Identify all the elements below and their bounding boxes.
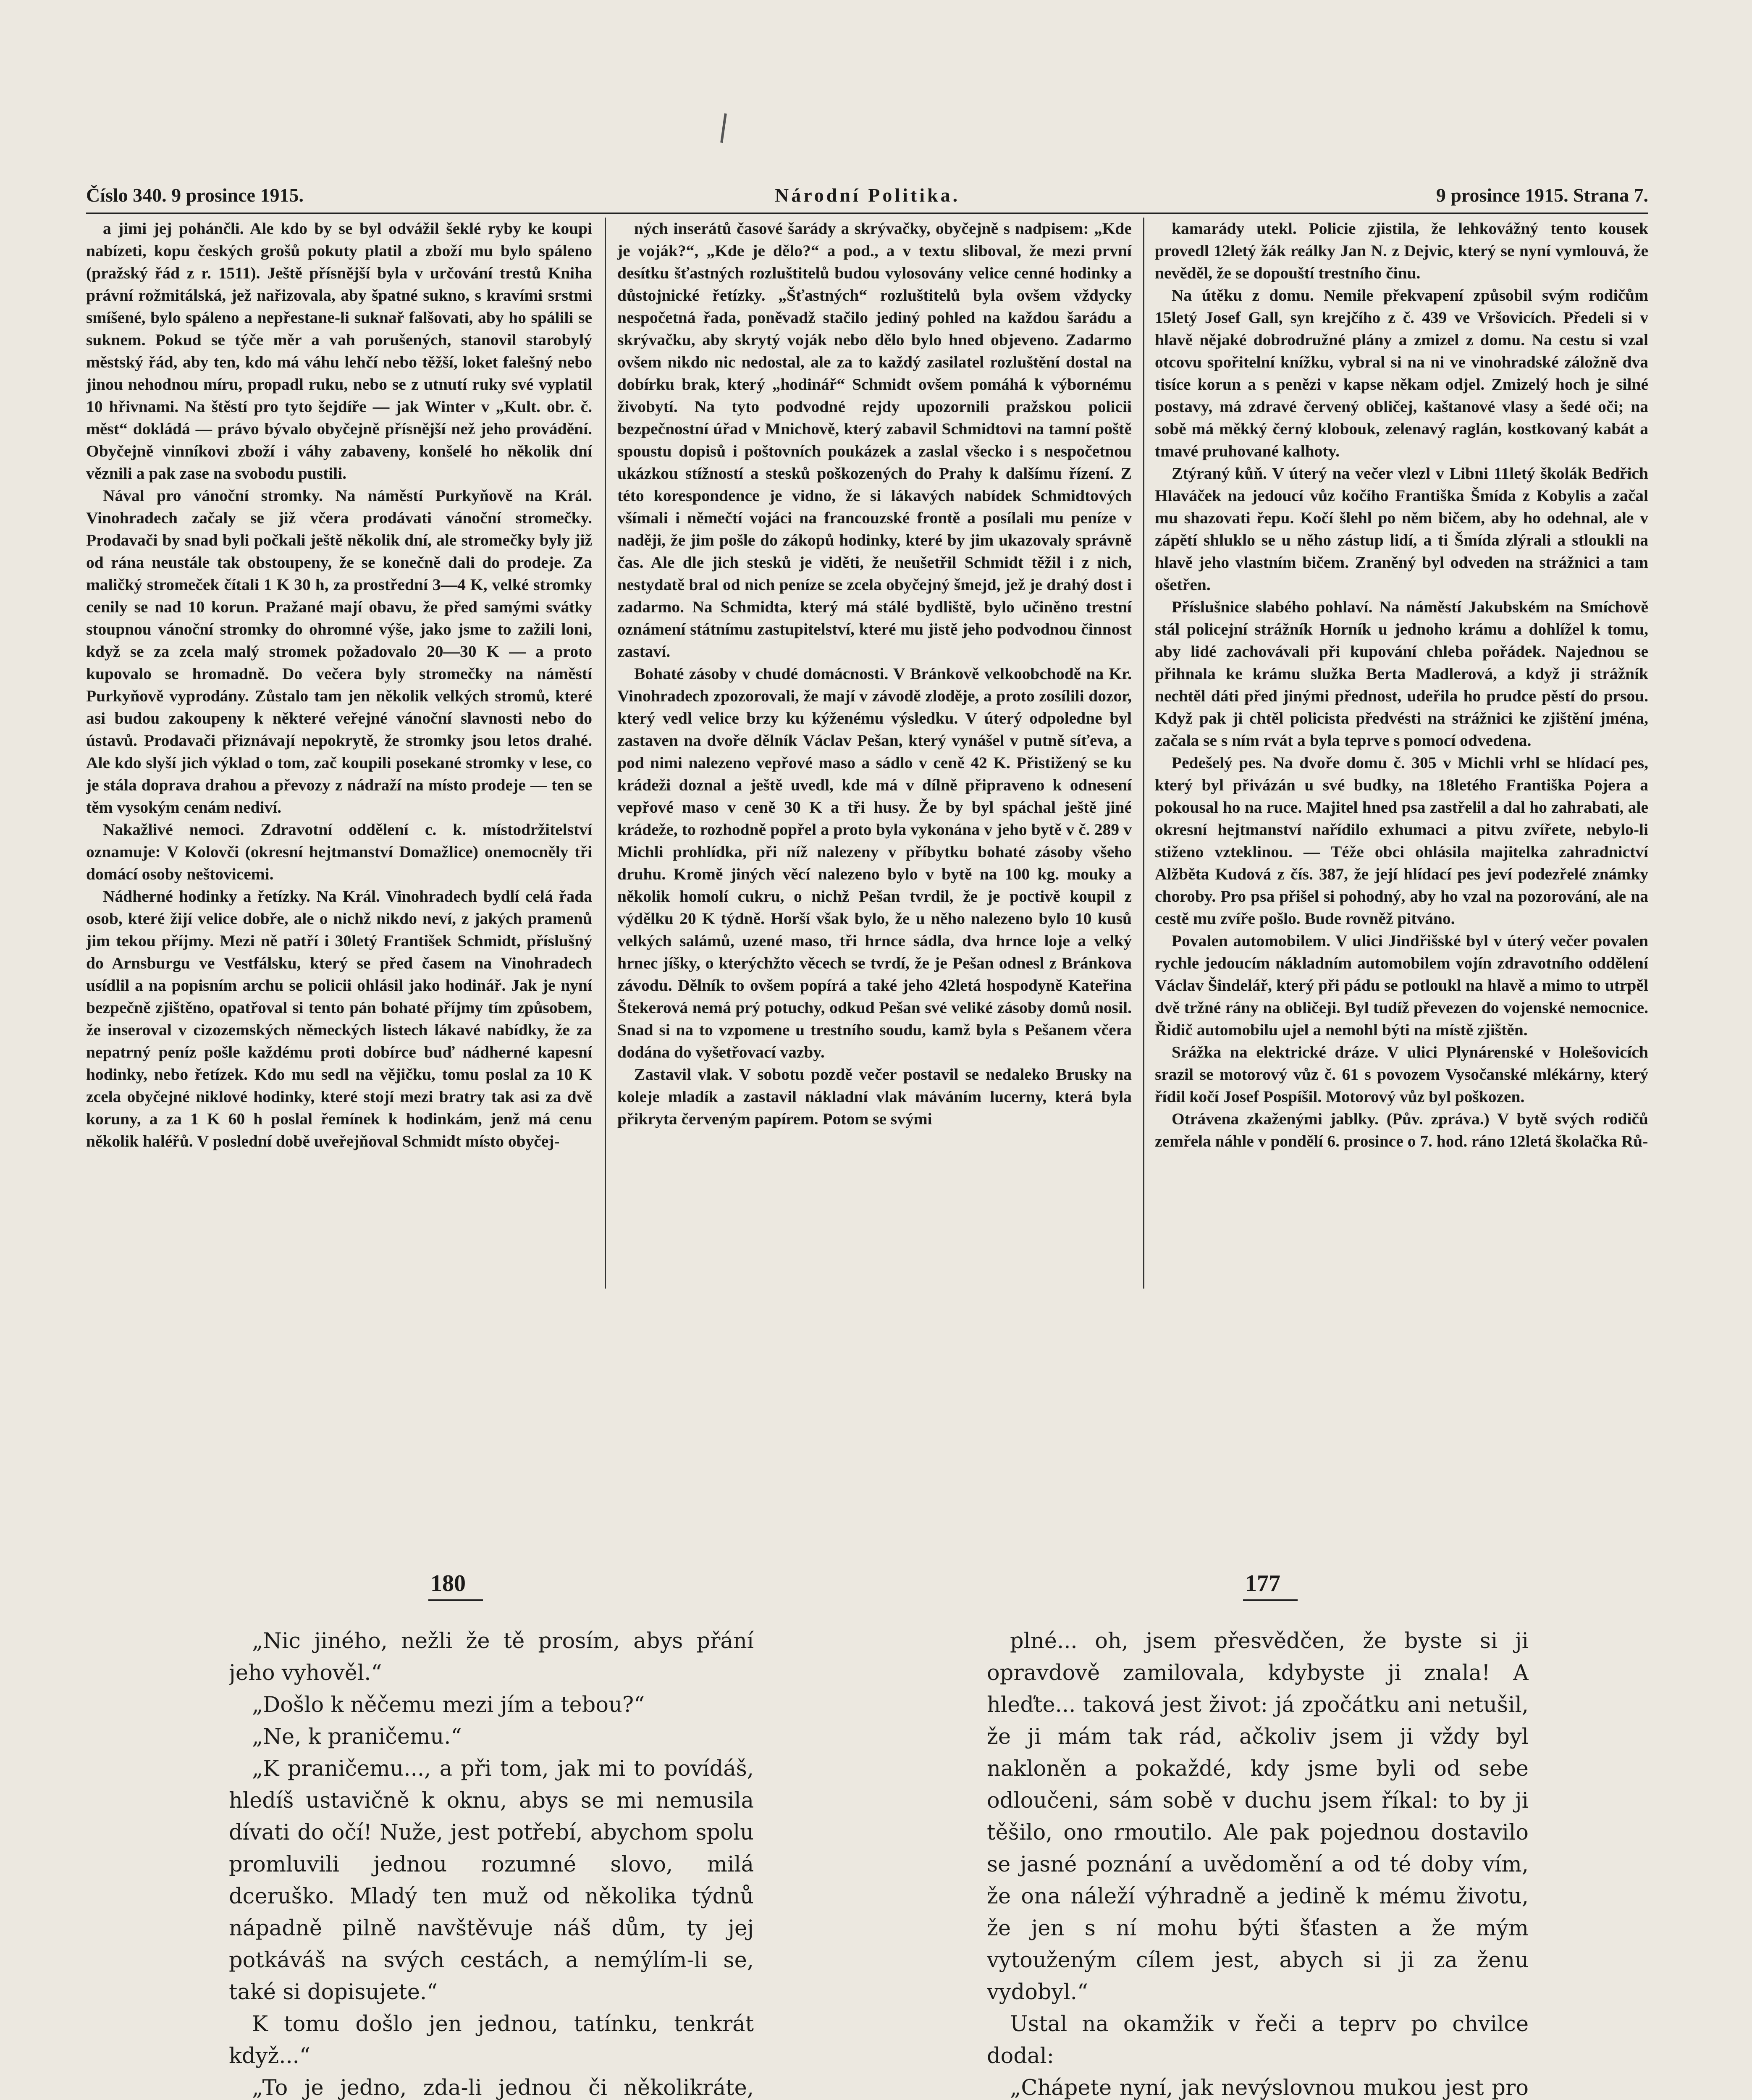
paragraph: Nával pro vánoční stromky. Na náměstí Purkyňově na Král. Vinohradech začaly se již včera prodávati vánoční stromečky. Prodavači by snad byli počkali ještě několik dní, ale stromečky byly již od rána neustále tak obstoupeny, že se konečně dali do prodeje. Za maličký stromeček čítali 1 K 30 h, za prostřední 3—4 K, velké stromky cenily se nad 10 korun. Pražané mají obavu, že před samými svátky stoupnou vánoční stromky do ohromné výše, jako jsme to zažili loni, když se za zcela malý stromek požadovalo 20—30 K — a proto kupovalo se hromadně. Do večera byly stromečky na náměstí Purkyňově vyprodány. Zůstalo tam jen několik velkých stromů, které asi budou zakoupeny k některé veřejné vánoční slavnosti nebo do ústavů. Prodavači přiznávají nepokrytě, že stromky jsou letos drahé. Ale kdo slyší jich výklad o tom, zač koupili posekané stromky v lese, co je stála doprava drahou a převozy z nádraží na místo prodeje — ten se těm vysokým cenám nediví. [86, 486, 592, 816]
paragraph: „K praničemu..., a při tom, jak mi to povídáš, hledíš ustavičně k oknu, abys se mi nemusila dívati do očí! Nuže, jest potřebí, abychom spolu promluvili jednou rozumné slovo, milá dceruško. Mladý ten muž od několika týdnů nápadně pilně navštěvuje náš dům, ty jej potkáváš na svých cestách, a nemýlím-li se, také si dopisujete.“ [229, 1756, 754, 2005]
paragraph: „Došlo k něčemu mezi jím a tebou?“ [252, 1693, 645, 1717]
paragraph: Srážka na elektrické dráze. V ulici Plynárenské v Holešovicích srazil se motorový vůz č. 61 s povozem Vysočanské mlékárny, který řídil kočí Josef Pospíšil. Motorový vůz byl poškozen. [1155, 1043, 1648, 1106]
paragraph: Ztýraný kůň. V úterý na večer vlezl v Libni 11letý školák Bedřich Hlaváček na jedoucí vůz kočího Františka Šmída z Kobylis a začal mu shazovati řepu. Kočí šlehl po něm bičem, aby ho odehnal, ale v zápětí shluklo se u něho zástup lidí, a ti Šmída zlýrali a stloukli na hlavě jeho vlastním bičem. Zraněný byl odveden na strážnici a tam ošetřen. [1155, 464, 1648, 594]
article-column-3 [1155, 218, 1648, 1289]
paragraph: „Chápete nyní, jak nevýslovnou mukou jest pro [1010, 2076, 1529, 2100]
paragraph: „Nic jiného, nežli že tě prosím, abys přání jeho vyhověl.“ [229, 1629, 754, 1685]
paragraph: Bohaté zásoby v chudé domácnosti. V Bránkově velkoobchodě na Kr. Vinohradech zpozorovali, že mají v závodě zloděje, a proto zosílili dozor, který vedl velice brzy ku kýženému výsledku. V úterý odpoledne byl zastaven na dvoře dělník Václav Pešan, který vynášel v putně síťeva, a pod nimi nalezeno vepřové maso a sádlo v ceně 42 K. Přistižený se ku krádeži doznal a ještě uvedl, kde má v dílně připraveno k odnesení vepřové maso v ceně 30 K a tři husy. Že by byl spáchal ještě jiné krádeže, to rozhodně popřel a proto byla vykonána v jeho bytě v č. 289 v Michli prohlídka, při níž nalezeny v příbytku bohaté zásoby všeho druhu. Kromě jiných věcí nalezeno bylo v bytě na 100 kg. mouky a několik homolí cukru, o nichž Pešan tvrdil, že je poctivě koupil z výdělku 20 K týdně. Horší však bylo, že u něho nalezeno bylo 10 kusů velkých salámů, uzené maso, tři hrnce sádla, dva hrnce loje a velký hrnec jíšky, o kterýchžto věcech se tvrdí, že je Pešan odnesl z Bránkova závodu. Dělník to ovšem popírá a také jeho 42letá hospodyně Kateřina Štekerová nemá prý potuchy, odkud Pešan své veliké zásoby domů nosil. Snad si na to vzpomene u trestního soudu, kamž byla s Pešanem včera dodána do vyšetřovací vazby. [617, 664, 1132, 1061]
paragraph: Nakažlivé nemoci. Zdravotní oddělení c. k. místodržitelství oznamuje: V Kolovči (okresní hejtmanství Domažlice) onemocněly tři domácí osoby neštovicemi. [86, 820, 592, 883]
header-title: Národní Politika. [775, 184, 960, 206]
novel-page-number-right: 177 [1245, 1570, 1280, 1596]
paragraph: „To je jedno, zda-li jednou či několikráte, [252, 2076, 754, 2100]
paragraph: Povalen automobilem. V ulici Jindřišské byl v úterý večer povalen rychle jedoucím nákladním automobilem vojín zdravotního oddělení Václav Šindelář, který při pádu se potloukl na hlavě a mimo to utrpěl dvě tržné rány na obličeji. Byl tudíž převezen do vojenské nemocnice. Řidič automobilu ujel a nemohl býti na místě zjištěn. [1155, 932, 1648, 1039]
paragraph: ných inserátů časové šarády a skrývačky, obyčejně s nadpisem: „Kde je voják?“, „Kde je dělo?“ a pod., a v textu sliboval, že mezi první desítku šťastných rozluštitelů budou vylosovány velice cenné hodinky a důstojnické řetízky. „Šťastných“ rozluštitelů byla ovšem vždycky nespočetná řada, poněvadž stačilo jediný pohled na každou šarádu a skrývačku, aby skrytý voják nebo dělo bylo hned objeveno. Zadarmo ovšem nikdo nic nedostal, ale za to každý zasilatel rozluštění dostal na dobírku brak, který „hodinář“ Schmidt ovšem pomáhá k výbornému živobytí. Na tyto podvodné rejdy upozornili pražskou policii bezpečnostní úřad v Mnichově, který zabavil Schmidtovi na tamní poště spoustu dopisů i poštovních poukázek a zaslal všecko i s nespočetnou ukázkou stížností a stesků poškozených do Prahy k dalšímu řízení. Z této korespondence je vidno, že si lákavých nabídek Schmidtových všímali i němečtí vojáci na francouzské frontě a posílali mu peníze v naději, že jim pošle do zákopů hodinky, které by jim ukazovaly správně čas. Ale dle jich stesků je viděti, že neušetřil Schmidt těžil i z nich, nestydatě bral od nich peníze se zcela obyčejný šmejd, jež je drahý dost i zadarmo. Na Schmidta, který má stálé bydliště, bylo učiněno trestní oznámení státnímu zastupitelství, které mu jistě jeho podvodnou činnost zastaví. [617, 219, 1132, 661]
paragraph: Pedešelý pes. Na dvoře domu č. 305 v Michli vrhl se hlídací pes, který byl přivázán u své budky, na 18letého Františka Pojera a pokousal ho na ruce. Majitel hned psa zastřelil a dal ho zahrabati, ale okresní hejtmanství nařídilo exhumaci a pitvu zvířete, nebylo-li stiženo vzteklinou. — Téže obci ohlásila majitelka zahradnictví Alžběta Kudová z čís. 387, že její hlídací pes jeví podezřelé známky choroby. Pro psa přišel si pohodný, aby ho vzal na pozorování, ale na cestě mu zvíře pošlo. Bude rovněž pitváno. [1155, 753, 1648, 928]
column-divider [605, 218, 606, 1289]
page-number-rule [1243, 1599, 1298, 1601]
paragraph: a jimi jej pohánčli. Ale kdo by se byl odvážil šeklé ryby ke koupi nabízeti, kopu českých grošů pokuty platil a zboží mu bylo spáleno (pražský řád z r. 1511). Ještě přísnější byla v určování trestů Kniha právní rožmitálská, jež nařizovala, aby špatné sukno, s kravími srstmi smíšené, bylo spáleno a nepřestane-li suknař falšovati, aby ho spálili se suknem. Pokud se týče měr a vah porušených, stanovil starobylý městský řád, aby ten, kdo má váhu lehčí nebo těžší, loket falešný nebo jinou nehodnou míru, propadl ruku, nebo se z utnutí ruky své vyplatil 10 hřivnami. Na štěstí pro tyto šejdíře — jak Winter v „Kult. obr. č. měst“ dokládá — právo bývalo obyčejně přísnější než jeho provádění. Obyčejně vinníkovi zboží i váhy zabaveny, konšelé ho několik dní věznili a pak zase na svobodu pustili. [86, 219, 592, 483]
column-divider [1143, 218, 1144, 1289]
paragraph: Zastavil vlak. V sobotu pozdě večer postavil se nedaleko Brusky na koleje mladík a zastavil nákladní vlak máváním lucerny, která byla přikryta červeným papírem. Potom se svými [617, 1065, 1132, 1128]
paragraph: Příslušnice slabého pohlaví. Na náměstí Jakubském na Smíchově stál policejní strážník Horník u jednoho krámu a dohlížel k tomu, aby lidé zachovávali při kupování chleba pořádek. Najednou se přihnala ke krámu služka Berta Madlerová, a když ji strážník nechtěl dáti před jinými přednost, udeřila ho prudce pěstí do prsou. Když pak ji chtěl policista předvésti na strážnici ke zjištění jména, začala se s ním rvát a byla teprve s pomocí odvedena. [1155, 598, 1648, 750]
header-date-page: 9 prosince 1915. Strana 7. [1436, 184, 1648, 206]
novel-column-left [229, 1625, 754, 2100]
page-number-rule [428, 1599, 483, 1601]
paragraph: Otrávena zkaženými jablky. (Pův. zpráva.) V bytě svých rodičů zemřela náhle v pondělí 6. prosince o 7. hod. ráno 12letá školačka Rů- [1155, 1110, 1648, 1150]
paragraph: Nádherné hodinky a řetízky. Na Král. Vinohradech bydlí celá řada osob, které žijí velice dobře, ale o nichž nikdo neví, z jakých pramenů jim tekou příjmy. Mezi ně patří i 30letý František Schmidt, příslušný do Arnsburgu ve Vestfálsku, který se před časem na Vinohradech usídlil a na popisním archu se policii ohlásil jako hodinář. Jak je nyní bezpečně zjištěno, opatřoval si tento pán bohaté příjmy tím způsobem, že inseroval v cizozemských německých listech lákavé nabídky, že za nepatrný peníz pošle každému proti dobírce buď nádherné kapesní hodinky, nebo řetízek. Kdo mu sedl na vějičku, tomu poslal za 10 K zcela obyčejné niklové hodinky, které stojí mezi bratry tak asi za dvě koruny, a za 1 K 60 h poslal řemínek k hodinkám, jenž má cenu několik haléřů. V poslední době uveřejňoval Schmidt místo obyčej- [86, 887, 592, 1150]
novel-page-number-left: 180 [430, 1570, 466, 1596]
novel-column-right [987, 1625, 1529, 2100]
article-column-1 [86, 218, 592, 1289]
paragraph: plné... oh, jsem přesvědčen, že byste si ji opravdově zamilovala, kdybyste ji znala! A hleďte... taková jest život: já zpočátku ani netušil, že ji mám tak rád, ačkoliv jsem ji vždy byl nakloněn a pokaždé, kdy jsme byli od sebe odloučeni, sám sobě v duchu jsem říkal: to by ji těšilo, ono rmoutilo. Ale pak pojednou dostavilo se jasné poznání a uvědomění a od té doby vím, že ona náleží výhradně a jedině k mému životu, že jen s ní mohu býti šťasten a že mým vytouženým cílem jest, abych si ji za ženu vydobyl.“ [987, 1629, 1529, 2005]
paragraph: kamarády utekl. Policie zjistila, že lehkovážný tento kousek provedl 12letý žák reálky Jan N. z Dejvic, který se nyní vymlouvá, že nevěděl, že se dopouští trestního činu. [1155, 219, 1648, 282]
pencil-mark [720, 113, 727, 143]
header-issue: Číslo 340. 9 prosince 1915. [86, 184, 304, 206]
paragraph: K tomu došlo jen jednou, tatínku, tenkrát když...“ [229, 2012, 754, 2068]
article-column-2 [617, 218, 1132, 1289]
paragraph: Na útěku z domu. Nemile překvapení způsobil svým rodičům 15letý Josef Gall, syn krejčího z č. 439 ve Vršovicích. Předeli si v hlavě nějaké dobrodružné plány a zmizel z domu. Na cestu si vzal otcovu spořitelní knížku, vybral si na ni ve vinohradské záložně dva tisíce korun a s penězi v kapse někam odjel. Zmizelý hoch je silné postavy, má zdravé červený obličej, kaštanové vlasy a šedé oči; na sobě má měkký černý klobouk, zelenavý raglán, kostkovaný kabát a tmavé pruhované kalhoty. [1155, 286, 1648, 460]
page-header [86, 184, 1648, 214]
header-rule [86, 213, 1648, 214]
paragraph: Ustal na okamžik v řeči a teprv po chvilce dodal: [987, 2012, 1529, 2068]
paragraph: „Ne, k praničemu.“ [252, 1725, 462, 1749]
